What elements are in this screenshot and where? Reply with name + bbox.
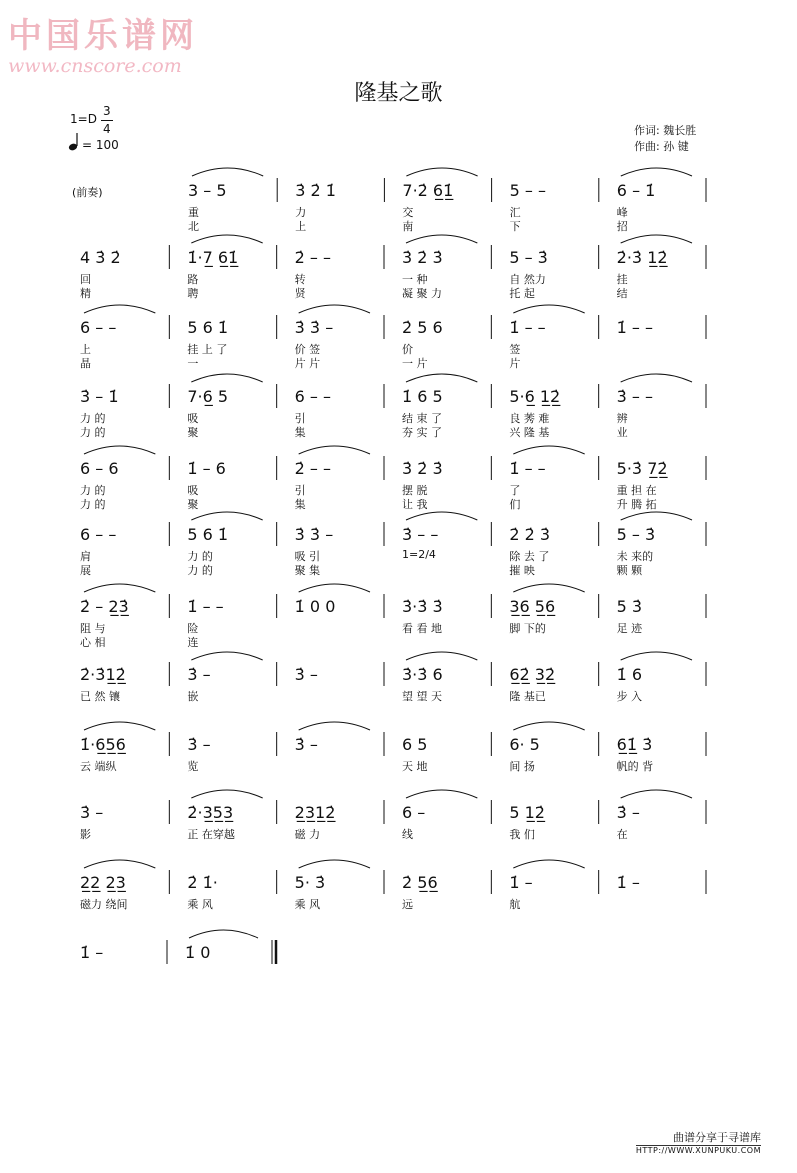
measure-notes: 3̇ – – [616, 387, 654, 406]
tempo: = 100 [82, 138, 119, 152]
lyric-verse-2: 聚 集 [294, 564, 321, 577]
footer [636, 1129, 761, 1155]
lyric-verse-2: 让 我 [402, 498, 428, 511]
lyric-verse-1: 汇 [509, 206, 521, 219]
lyric-verse-1: 峰 [616, 206, 628, 219]
staff-line [0, 241, 797, 321]
staff-line [0, 518, 797, 598]
measure-notes: 1̇ – [616, 873, 640, 892]
measure-notes: 7·6̲ 5 [187, 387, 229, 406]
lyric-verse-1: 上 [80, 343, 91, 356]
lyric-verse-2: 下 [509, 220, 521, 233]
lyric-verse-1: 辨 [616, 412, 628, 425]
lyric-verse-1: 步 入 [616, 690, 643, 703]
lyric-verse-1: 转 [294, 273, 306, 286]
measure-notes: 2̇·3̇1̲2̲̇ [80, 665, 126, 684]
measure-notes: 5 – 3̇ [616, 525, 656, 544]
lyric-verse-2: 聚 [187, 426, 199, 439]
measure-notes: 5·6̲ 1̲2̲̇ [509, 387, 561, 406]
lyric-verse-2: 颗 颗 [616, 564, 643, 577]
quarter-note-icon [68, 132, 82, 152]
lyric-verse-2: 上 [295, 220, 307, 233]
lyric-verse-1: 力 的 [187, 550, 213, 563]
measure-notes: 5·3̇ 7̲2̲̇ [616, 459, 668, 478]
lyric-verse-1: 除 去 了 [509, 550, 550, 563]
lyric-verse-2: 展 [80, 564, 91, 577]
lyric-verse-1: 已 然 镶 [80, 690, 120, 703]
lyric-verse-1: 力 [295, 206, 307, 219]
lyric-verse-1: 间 扬 [509, 760, 535, 773]
measure-notes: 2̇·3̇ 1̲2̲̇ [616, 248, 668, 267]
measure-notes: 2̇·3̲5̲3̲ [187, 803, 234, 822]
lyric-verse-2: 升 腾 拓 [616, 498, 657, 511]
staff-row [0, 658, 797, 738]
measure-notes: 1̇ – 6 [187, 459, 226, 478]
lyric-verse-1: 引 [294, 484, 306, 497]
lyric-verse-2: 力 的 [80, 426, 106, 439]
lyric-verse-2: 贤 [294, 287, 306, 300]
footer-url: HTTP://WWW.XUNPUKU.COM [635, 1146, 761, 1155]
composer: 作曲: 孙 键 [634, 140, 689, 153]
measure-notes: 2̇ – – [294, 459, 332, 478]
lyric-verse-1: 嵌 [187, 690, 199, 703]
lyric-verse-2: 聘 [187, 287, 199, 300]
lyric-verse-1: 签 [509, 343, 521, 356]
measure-notes: 3̇ – [187, 665, 211, 684]
lyric-verse-2: 片 片 [294, 357, 321, 370]
lyric-verse-1: 险 [187, 622, 199, 635]
time-signature-bottom: 4 [103, 122, 111, 136]
lyric-verse-1: 肩 [80, 550, 91, 563]
lyric-verse-2: 凝 聚 力 [402, 287, 442, 300]
measure-notes: 1̇ 6 [616, 665, 643, 684]
lyric-verse-1: 结 束 了 [402, 412, 442, 425]
lyric-verse-2: 夯 实 了 [402, 426, 442, 439]
measure-notes: 3̇ – 1̇ [80, 387, 119, 406]
lyric-verse-1: 阻 与 [80, 622, 106, 635]
lyric-verse-1: 挂 上 了 [187, 343, 228, 356]
lyric-verse-1: 足 迹 [616, 622, 643, 635]
lyric-verse-1: 磁力 绕间 [80, 898, 128, 911]
measure-notes: 3̇ – [294, 735, 318, 754]
lyric-verse-1: 重 担 在 [616, 484, 657, 497]
measure-notes: 1̇ – – [509, 459, 546, 478]
measure-notes: 4 3̇ 2̇ [80, 248, 121, 267]
measure-notes: 3̇ – [80, 803, 104, 822]
lyric-verse-2: 片 [509, 357, 521, 370]
measure-notes: 2̲3̲1̲2̲̇ [294, 803, 336, 822]
lyric-verse-1: 价 签 [294, 343, 321, 356]
intro-label: (前奏) [72, 186, 103, 199]
measure-notes: 2̲2̲ 2̲3̲ [80, 873, 126, 892]
staff-row [0, 311, 797, 391]
lyric-verse-1: 航 [509, 898, 521, 911]
measure-notes: 3̇ – [616, 803, 640, 822]
lyric-verse-2: 连 [187, 636, 199, 649]
lyric-verse-2: 晶 [80, 357, 91, 370]
lyric-verse-1: 一 种 [402, 273, 428, 286]
measure-notes: 6̲1̲̇ 3̇ [616, 735, 653, 754]
measure-notes: 3̇ 2̇ 3̇ [402, 248, 443, 267]
measure-notes: 1̇·6̲5̲6̲ [80, 735, 126, 754]
lyric-verse-1: 摆 脱 [402, 484, 428, 497]
measure-notes: 6 – – [294, 387, 332, 406]
measure-notes: 1̇ 0 [185, 943, 211, 962]
measure-notes: 5 – – [509, 181, 546, 200]
lyric-verse-2: 兴 隆 基 [509, 426, 550, 439]
measure-notes: 3̇ 3̇ – [294, 525, 334, 544]
lyric-verse-2: 北 [188, 220, 199, 233]
lyric-verse-2: 业 [616, 426, 628, 439]
lyric-verse-2: 精 [80, 287, 91, 300]
staff-line [0, 936, 797, 1016]
measure-notes: 2̇ 1̇· [187, 873, 218, 892]
measure-notes: 6 – [402, 803, 426, 822]
lyric-verse-1: 在 [616, 828, 628, 841]
measure-notes: 1̇ – [80, 943, 104, 962]
measure-notes: 2̇ – 2̲3̲̇ [80, 597, 129, 616]
key-signature: 1=D [70, 112, 97, 126]
lyric-verse-1: 力 的 [80, 484, 106, 497]
lyric-verse-1: 览 [187, 760, 199, 773]
watermark [8, 8, 198, 77]
lyric-verse-1: 云 端纵 [80, 760, 117, 773]
measure-notes: 1̇ – [509, 873, 533, 892]
staff-line [0, 796, 797, 876]
lyric-verse-1: 影 [80, 828, 91, 841]
lyricist: 作词: 魏长胜 [634, 124, 697, 137]
measure-notes: 1̇ – – [187, 597, 224, 616]
measure-notes: 3̇·3̇ 3̇ [402, 597, 443, 616]
lyric-verse-1: 自 然力 [509, 273, 546, 286]
lyric-verse-1: 路 [187, 273, 199, 286]
measure-notes: 3 – 5 [188, 181, 227, 200]
lyric-verse-1: 乘 风 [187, 898, 213, 911]
lyric-verse-2: 集 [294, 498, 306, 511]
measure-notes: 6 – 6 [80, 459, 119, 478]
lyric-verse-1: 帆的 背 [616, 760, 654, 773]
measure-notes: 6̲2̲̇ 3̲2̲̇ [509, 665, 556, 684]
measure-notes: 3̲6̲ 5̲6̲ [509, 597, 556, 616]
measure-notes: 6 5 [402, 735, 428, 754]
measure-notes: 6 – – [80, 525, 117, 544]
lyric-verse-1: 天 地 [402, 760, 428, 773]
measure-notes: 5 – 3̇ [509, 248, 548, 267]
lyric-verse-1: 吸 引 [294, 550, 321, 563]
lyric-verse-1: 交 [402, 206, 414, 219]
staff-row [0, 518, 797, 598]
footer-text: 曲谱分享于寻谱库 [673, 1131, 761, 1144]
staff-row [0, 380, 797, 460]
lyric-verse-1: 力 的 [80, 412, 106, 425]
measure-notes: 2̇ – – [294, 248, 332, 267]
time-signature-top: 3 [103, 104, 111, 118]
lyric-verse-1: 吸 [187, 412, 199, 425]
lyric-verse-2: 结 [616, 287, 628, 300]
measure-notes: 6 – – [80, 318, 117, 337]
staff-line [0, 311, 797, 391]
lyric-verse-2: 南 [402, 220, 414, 233]
lyric-verse-1: 隆 基已 [509, 690, 546, 703]
staff-line [0, 380, 797, 460]
measure-notes: 3̇ – [294, 665, 318, 684]
lyric-verse-1: 未 来的 [616, 550, 654, 563]
lyric-verse-2: 心 相 [80, 636, 106, 649]
lyric-verse-2: 力 的 [80, 498, 106, 511]
measure-notes: 3̇ 3̇ – [294, 318, 334, 337]
lyric-verse-2: 们 [509, 498, 521, 511]
measure-notes: 5 3̇ [616, 597, 643, 616]
lyric-verse-1: 我 们 [509, 828, 535, 841]
lyric-verse-2: 摧 映 [509, 564, 535, 577]
measure-notes: 5 6 1̇ [187, 525, 229, 544]
staff-row [0, 936, 797, 1016]
lyric-verse-2: 集 [294, 426, 306, 439]
lyric-verse-1: 1=2/4 [402, 548, 436, 561]
lyric-verse-2: 力 的 [187, 564, 213, 577]
time-signature-rule [101, 120, 113, 121]
lyric-verse-2: 一 片 [402, 357, 428, 370]
lyric-verse-2: 招 [616, 220, 628, 233]
watermark-url: www.cnscore.com [8, 55, 182, 77]
lyric-verse-1: 价 [402, 343, 413, 356]
lyric-verse-1: 脚 下的 [509, 622, 546, 635]
measure-notes: 1̇ – – [509, 318, 546, 337]
lyric-verse-1: 了 [509, 484, 521, 497]
lyric-verse-1: 良 莠 难 [509, 412, 550, 425]
measure-notes: 2̇ 5 6 [402, 318, 443, 337]
measure-notes: 6 – 1̇ [616, 181, 656, 200]
lyric-verse-1: 乘 风 [294, 898, 321, 911]
measure-notes: 2̇ 2̇ 3̇ [509, 525, 551, 544]
watermark-title: 中国乐谱网 [8, 16, 198, 56]
measure-notes: 5 6 1̇ [187, 318, 229, 337]
measure-notes: 3̇ 2̇ 3̇ [402, 459, 443, 478]
lyric-verse-1: 回 [80, 273, 91, 286]
measure-notes: 5 1̲2̲̇ [509, 803, 545, 822]
staff-row [0, 241, 797, 321]
lyric-verse-1: 吸 [187, 484, 199, 497]
lyric-verse-2: 一 [187, 357, 199, 370]
staff-row [0, 796, 797, 876]
measure-notes: 1̇ 0 0 [294, 597, 336, 616]
measure-notes: 1̇ – – [616, 318, 654, 337]
lyric-verse-1: 看 看 地 [402, 622, 442, 635]
lyric-verse-1: 线 [402, 828, 413, 841]
measure-notes: 1̇ 6 5 [402, 387, 443, 406]
slur [192, 168, 263, 176]
measure-notes: 1̇·7̲ 6̲1̲̇ [187, 248, 239, 267]
lyric-verse-2: 托 起 [509, 287, 535, 300]
slur [406, 168, 477, 176]
measure-notes: 5· 3̇ [294, 873, 326, 892]
lyric-verse-1: 挂 [616, 273, 628, 286]
lyric-verse-1: 望 望 天 [402, 690, 442, 703]
measure-notes: 2̇ 5̲6̲ [402, 873, 438, 892]
lyric-verse-1: 远 [402, 898, 413, 911]
slur [621, 168, 692, 176]
measure-notes: 3̇ 2̇ 1̇ [295, 181, 336, 200]
measure-notes: 3̇ – [187, 735, 211, 754]
measure-notes: 7·2̇ 6̲1̲̇ [402, 181, 454, 200]
measure-notes: 3̇ – – [402, 525, 439, 544]
lyric-verse-1: 重 [188, 206, 199, 219]
measure-notes: 3̇·3̇ 6 [402, 665, 443, 684]
lyric-verse-1: 正 在穿越 [187, 828, 235, 841]
staff-row [0, 866, 797, 946]
lyric-verse-1: 磁 力 [294, 828, 321, 841]
lyric-verse-1: 引 [294, 412, 306, 425]
lyric-verse-2: 聚 [187, 498, 199, 511]
measure-notes: 6· 5 [509, 735, 540, 754]
song-title: 隆基之歌 [354, 81, 443, 106]
